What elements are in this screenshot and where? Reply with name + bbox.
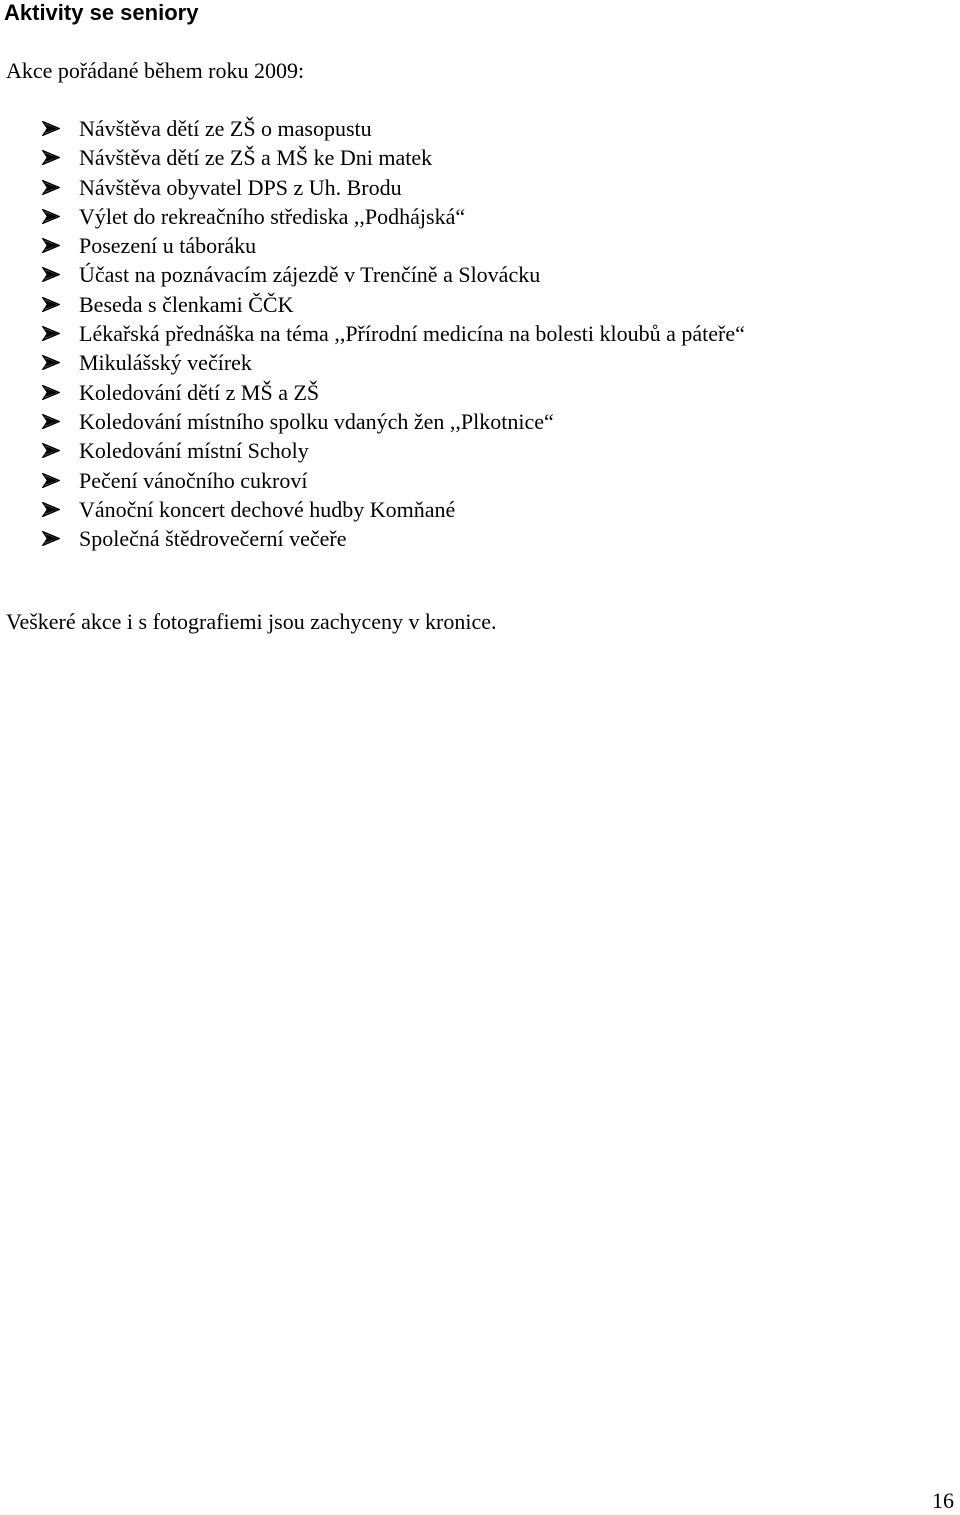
arrowhead-bullet-icon <box>42 209 60 224</box>
list-item-text: Posezení u táboráku <box>79 233 257 259</box>
closing-text: Veškeré akce i s fotografiemi jsou zachyceny v kronice. <box>6 609 497 634</box>
arrowhead-bullet-icon <box>42 502 60 517</box>
list-item-text: Lékařská přednáška na téma ,,Přírodní medicína na bolesti kloubů a páteře“ <box>79 321 745 347</box>
page-heading: Aktivity se seniory <box>4 0 199 25</box>
arrowhead-bullet-icon <box>42 180 60 195</box>
arrowhead-bullet-icon <box>42 414 60 429</box>
arrowhead-bullet-icon <box>42 443 60 458</box>
list-item-text: Koledování dětí z MŠ a ZŠ <box>79 379 320 405</box>
list-item-text: Mikulášský večírek <box>79 350 252 376</box>
arrowhead-bullet-icon <box>42 385 60 400</box>
arrowhead-bullet-icon <box>42 355 60 370</box>
list-item-text: Návštěva obyvatel DPS z Uh. Brodu <box>79 174 402 200</box>
list-item-text: Návštěva dětí ze ZŠ o masopustu <box>79 116 372 141</box>
list-item-text: Výlet do rekreačního střediska ,,Podhájská“ <box>79 203 466 229</box>
arrowhead-bullet-icon <box>42 297 60 312</box>
arrowhead-bullet-icon <box>42 531 60 546</box>
arrowhead-bullet-icon <box>42 267 60 282</box>
list-item-text: Společná štědrovečerní večeře <box>79 526 347 552</box>
arrowhead-bullet-icon <box>42 150 60 165</box>
list-item-text: Koledování místního spolku vdaných žen ,,Plkotnice“ <box>79 408 554 434</box>
list-item-text: Pečení vánočního cukroví <box>79 467 308 493</box>
intro-text: Akce pořádané během roku 2009: <box>6 58 305 83</box>
arrowhead-bullet-icon <box>42 238 60 253</box>
list-item-text: Návštěva dětí ze ZŠ a MŠ ke Dni matek <box>79 145 433 171</box>
page-number: 16 <box>932 1488 954 1513</box>
list-item-text: Účast na poznávacím zájezdě v Trenčíně a Slovácku <box>79 262 541 288</box>
list-item-text: Beseda s členkami ČČK <box>79 291 294 317</box>
arrowhead-bullet-icon <box>42 326 60 341</box>
arrowhead-bullet-icon <box>42 473 60 488</box>
list-item-text: Koledování místní Scholy <box>79 438 309 464</box>
arrowhead-bullet-icon <box>42 121 60 136</box>
list-item-text: Vánoční koncert dechové hudby Komňané <box>79 496 456 522</box>
